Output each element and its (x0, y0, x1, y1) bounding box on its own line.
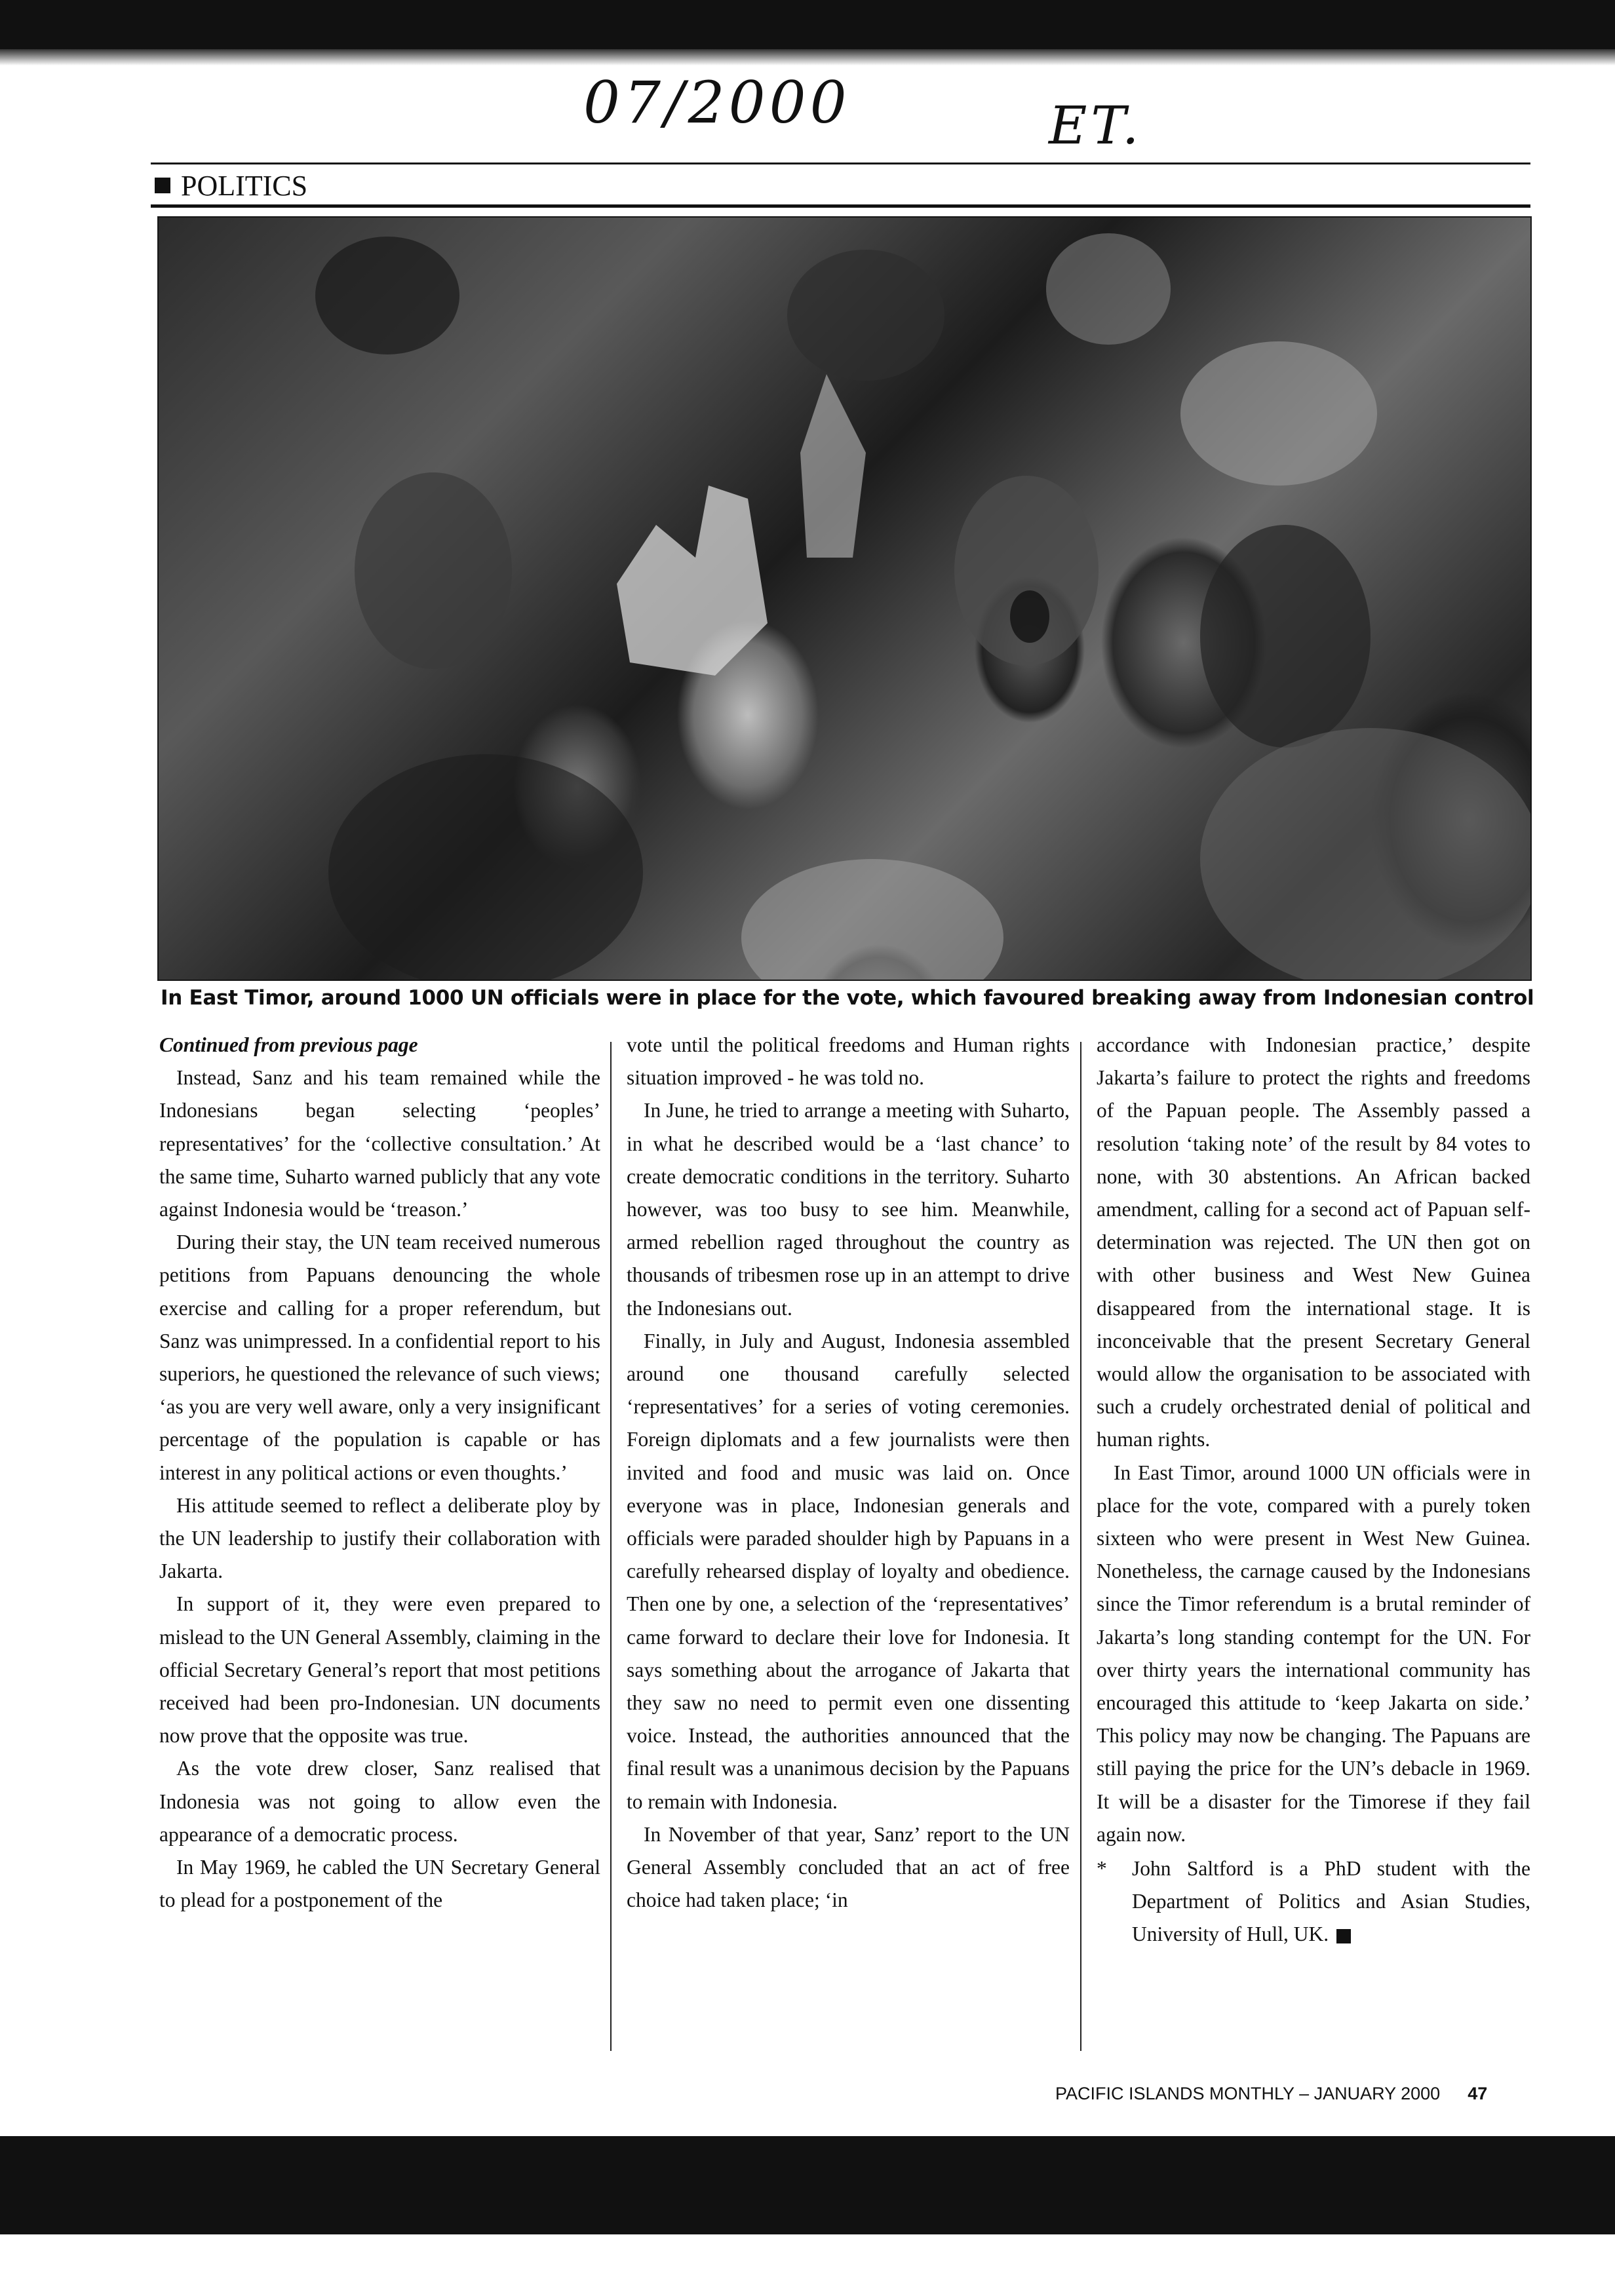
handwritten-date: 07/2000 (583, 69, 851, 136)
paragraph: During their stay, the UN team received numerous petitions from Papuans denouncing the whole exercise and calling for a proper referendum, but Sanz was unimpressed. In a confidential report to his superiors, he questioned the relevance of such views; ‘as you are very well aware, only a very insignificant percentage of the population is capable or has interest in any political actions or even thoughts.’ (159, 1231, 600, 1484)
paragraph: In November of that year, Sanz’ report to the UN General Assembly concluded that an act of free choice had taken place; ‘in (627, 1822, 1070, 1912)
scan-border-bottom (0, 2136, 1615, 2234)
column-divider (610, 1042, 612, 2051)
author-note-body (1132, 1852, 1530, 1951)
publication-line: PACIFIC ISLANDS MONTHLY – JANUARY 2000 (1055, 2084, 1441, 2103)
section-label: POLITICS (181, 169, 308, 202)
continued-note: Continued from previous page (159, 1033, 418, 1056)
paragraph: In support of it, they were even prepared to mislead to the UN General Assembly, claiming in the official Secretary General’s report that most petitions received had been pro-Indonesian. UN documents now prove that the opposite was true. (159, 1592, 600, 1748)
header-rule (151, 163, 1530, 164)
section-bullet-icon (155, 178, 170, 193)
note-marker: * (1097, 1857, 1107, 1881)
column-divider (1080, 1042, 1081, 2051)
section-rule (151, 204, 1530, 208)
article-column-1 (159, 1029, 600, 1917)
paragraph: His attitude seemed to reflect a deliberate ploy by the UN leadership to justify their collaboration with Jakarta. (159, 1493, 600, 1583)
handwritten-initials: ET. (1049, 95, 1143, 156)
page-footer (1055, 2084, 1487, 2110)
paragraph: In East Timor, around 1000 UN officials were in place for the vote, compared with a purely token sixteen who were present in West New Guinea. Nonetheless, the carnage caused by the Indonesians since the Timor referendum is a brutal reminder of Jakarta’s long standing contempt for the UN. For over thirty years the international community has encouraged this attitude to ‘keep Jakarta on side.’ This policy may now be changing. The Papuans are still paying the price for the UN’s debacle in 1969. It will be a disaster for the Timorese if they fail again now. (1097, 1461, 1530, 1846)
author-note-text: John Saltford is a PhD student with the Department of Politics and Asian Studies, University of Hull, UK. (1132, 1857, 1530, 1946)
paragraph: Instead, Sanz and his team remained while the Indonesians began selecting ‘peoples’ representatives’ for the ‘collective consultation.’ At the same time, Suharto warned publicly that any vote against Indonesia would be ‘treason.’ (159, 1066, 600, 1221)
article-column-3 (1097, 1029, 1530, 1951)
paragraph: Finally, in July and August, Indonesia assembled around one thousand carefully selected ‘representatives’ for a series of voting ceremonies. Foreign diplomats and a few journalists were then invited and food and music was laid on. Once everyone was in place, Indonesian generals and officials were paraded shoulder high by Papuans in a carefully rehearsed display of loyalty and obedience. Then one by one, a selection of the ‘representatives’ came forward to declare their love for Indonesia. It says something about the arrogance of Jakarta that they saw no need to permit even one dissenting voice. Instead, the authorities announced that the final result was a unanimous decision by the Papuans to remain with Indonesia. (627, 1329, 1070, 1813)
paragraph: As the vote drew closer, Sanz realised that Indonesia was not going to allow even the appearance of a democratic process. (159, 1757, 600, 1846)
paragraph: accordance with Indonesian practice,’ despite Jakarta’s failure to protect the rights and freedoms of the Papuan people. The Assembly passed a resolution ‘taking note’ of the result by 84 votes to none, with 30 abstentions. An African backed amendment, calling for a second act of Papuan self-determination was rejected. The UN then got on with other business and West New Guinea disappeared from the international stage. It is inconceivable that the present Secretary General would allow the organisation to be associated with such a crudely orchestrated denial of political and human rights. (1097, 1033, 1530, 1451)
section-header (155, 169, 307, 202)
paragraph: In May 1969, he cabled the UN Secretary General to plead for a postponement of the (159, 1856, 600, 1912)
paragraph: In June, he tried to arrange a meeting with Suharto, in what he described would be a ‘last chance’ to create democratic conditions in the territory. Suharto however, was too busy to see him. Meanwhile, armed rebellion raged throughout the country as thousands of tribesmen rose up in an attempt to drive the Indonesians out. (627, 1099, 1070, 1320)
crowd-photo-shapes (158, 217, 1531, 980)
page-number: 47 (1468, 2084, 1488, 2103)
scan-border-top (0, 0, 1615, 49)
paragraph: vote until the political freedoms and Human rights situation improved - he was told no. (627, 1033, 1070, 1090)
article-column-2 (627, 1029, 1070, 1917)
photo-caption: In East Timor, around 1000 UN officials were in place for the vote, which favoured breaking away from Indonesian control (161, 986, 1534, 1010)
end-mark-icon (1336, 1929, 1351, 1943)
crowd-photo (157, 216, 1532, 981)
author-note (1097, 1852, 1530, 1951)
